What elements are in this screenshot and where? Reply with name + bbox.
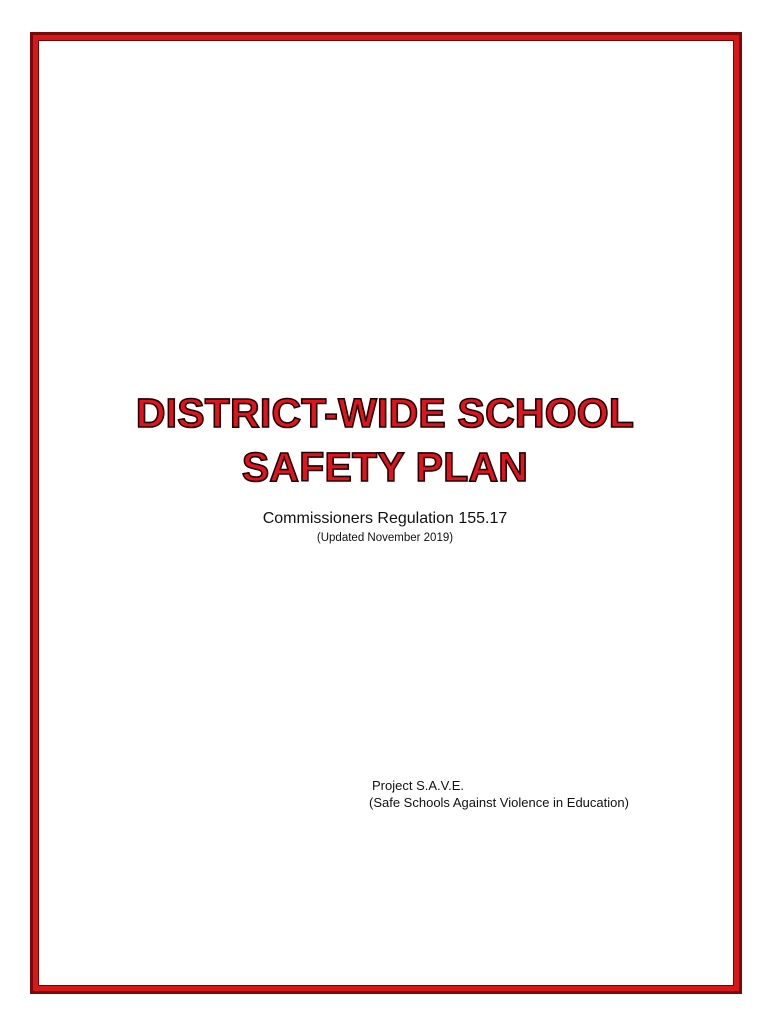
project-name: Project S.A.V.E. xyxy=(372,778,465,793)
document-title-line-1: DISTRICT-WIDE SCHOOL xyxy=(135,390,635,436)
project-expansion: (Safe Schools Against Violence in Education) xyxy=(369,795,629,810)
updated-date: (Updated November 2019) xyxy=(316,532,454,544)
regulation-subtitle: Commissioners Regulation 155.17 xyxy=(262,510,508,527)
document-title-line-2: SAFETY PLAN xyxy=(241,444,529,490)
